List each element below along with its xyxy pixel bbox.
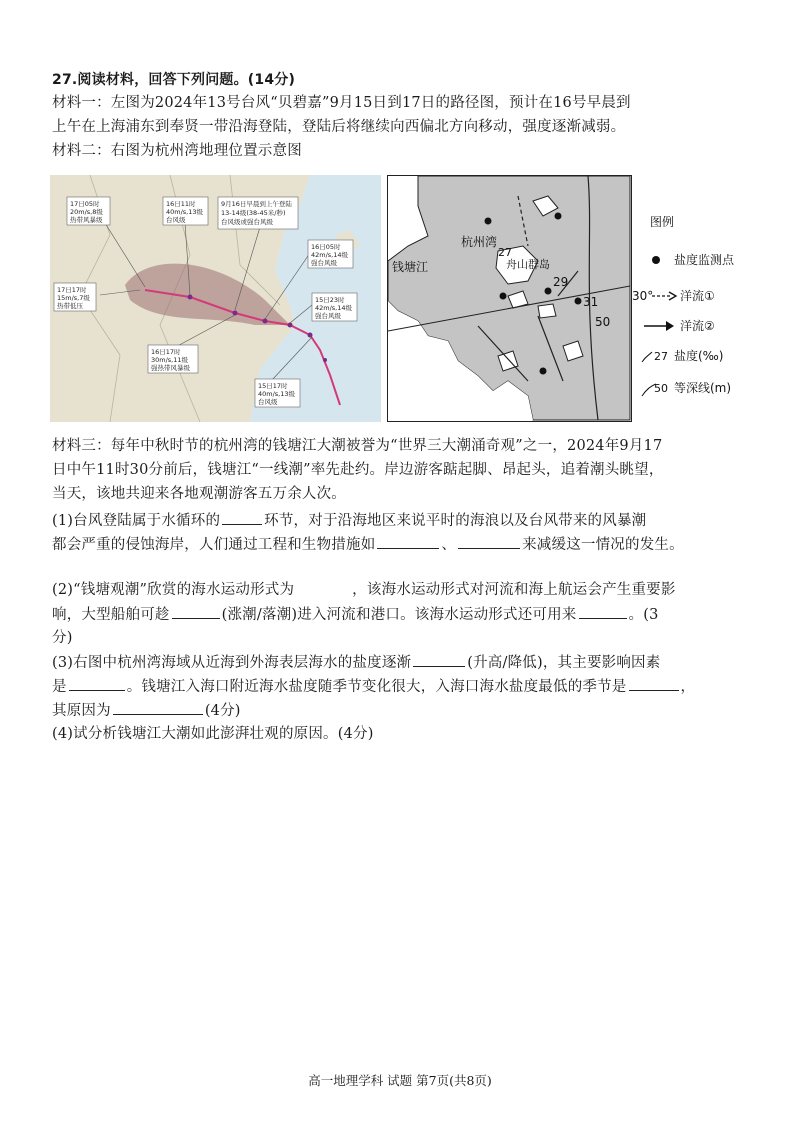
place-hangzhouwan: 杭州湾 xyxy=(461,235,498,249)
material-3-line-1: 材料三：每年中秋时节的杭州湾的钱塘江大潮被誉为“世界三大潮涌奇观”之一，2024年9月17 xyxy=(52,438,663,454)
q3-text-d: 。钱塘江入海口附近海水盐度随季节变化很大，入海口海水盐度最低的季节是 xyxy=(126,679,627,695)
material-1-line-1: 材料一：左图为2024年13号台风“贝碧嘉”9月15日到17日的路径图，预计在16号早晨到 xyxy=(52,95,631,111)
q2-text-d: (涨潮/落潮)进入河流和港口。该海水运动形式还可用来 xyxy=(221,607,577,623)
typhoon-label-8-speed: 40m/s,13级 xyxy=(258,390,296,398)
material-3-line-2: 日中午11时30分前后，钱塘江“一线潮”率先赴约。岸边游客踮起脚、昂起头，追着潮头眺望， xyxy=(52,462,664,478)
legend-latitude: 30° xyxy=(632,289,654,303)
material-1-line-2: 上午在上海浦东到奉贤一带沿海登陆，登陆后将继续向西偏北方向移动，强度逐渐减弱。 xyxy=(52,119,626,135)
q1-text-d: 、 xyxy=(441,537,457,553)
q3-blank-4[interactable] xyxy=(113,700,203,715)
salinity-label-31: 31 xyxy=(583,295,599,309)
question-1-line-1 xyxy=(52,510,646,531)
typhoon-label-7-level: 强热带风暴级 xyxy=(151,364,190,372)
q1-text-c: 都会严重的侵蚀海岸，人们通过工程和生物措施如 xyxy=(52,537,376,553)
q2-blank-2[interactable] xyxy=(172,604,220,619)
q3-blank-1[interactable] xyxy=(413,652,465,667)
question-2-line-2 xyxy=(52,604,659,625)
typhoon-label-2-speed: 40m/s,13级 xyxy=(166,208,204,216)
q3-text-e: ， xyxy=(680,679,696,695)
isobath-label-50: 50 xyxy=(595,315,611,329)
question-2-line-1 xyxy=(52,580,676,600)
typhoon-label-7-time: 16日17时 xyxy=(151,348,181,356)
place-zhoushan: 舟山群岛 xyxy=(506,258,550,271)
question-1-line-2 xyxy=(52,534,684,555)
typhoon-label-7-speed: 30m/s,11级 xyxy=(151,356,189,364)
legend-item-isobath: 等深线(m) xyxy=(674,381,732,395)
q3-text-f: 其原因为 xyxy=(52,703,111,719)
q2-text-a: (2)“钱塘观潮”欣赏的海水运动形式为 xyxy=(52,582,295,598)
legend-point-icon xyxy=(652,256,660,264)
typhoon-label-5-time: 17日17时 xyxy=(57,286,87,294)
typhoon-label-6-time: 15日23时 xyxy=(315,296,345,304)
question-4: (4)试分析钱塘江大潮如此澎湃壮观的原因。(4分) xyxy=(52,726,374,742)
typhoon-label-8-time: 15日17时 xyxy=(258,382,288,390)
q1-blank-3[interactable] xyxy=(458,534,520,549)
salinity-label-29: 29 xyxy=(553,275,569,289)
legend-item-current1: 洋流① xyxy=(680,289,715,303)
q3-text-b: (升高/降低)，其主要影响因素 xyxy=(467,655,661,671)
typhoon-label-1-speed: 20m/s,8级 xyxy=(70,208,103,216)
material-2: 材料二：右图为杭州湾地理位置示意图 xyxy=(52,143,302,159)
page-footer: 高一地理学科 试题 第7页(共8页) xyxy=(308,1073,492,1088)
question-3-line-2 xyxy=(52,676,695,697)
bay-map-svg xyxy=(388,176,630,420)
q3-text-c: 是 xyxy=(52,679,67,695)
q3-text-a: (3)右图中杭州湾海域从近海到外海表层海水的盐度逐渐 xyxy=(52,655,412,671)
typhoon-label-8-level: 台风级 xyxy=(258,398,278,406)
typhoon-label-3-level: 台风级或强台风级 xyxy=(221,218,273,226)
typhoon-label-5-speed: 15m/s,7级 xyxy=(57,294,90,302)
typhoon-map-svg xyxy=(50,175,381,422)
legend-salinity-sample: 27 xyxy=(654,350,668,363)
typhoon-track-map xyxy=(50,175,381,422)
typhoon-label-2-time: 16日11时 xyxy=(166,200,196,208)
typhoon-label-4-level: 强台风级 xyxy=(311,259,337,267)
legend-isobath-sample: 50 xyxy=(654,382,668,395)
map-legend xyxy=(632,210,766,420)
typhoon-label-4-time: 16日05时 xyxy=(311,243,341,251)
legend-item-monitoring: 盐度监测点 xyxy=(674,253,735,267)
hangzhou-bay-map xyxy=(387,175,632,422)
salinity-label-27: 27 xyxy=(498,246,512,259)
typhoon-label-6-level: 强台风级 xyxy=(315,312,341,320)
q2-blank-3[interactable] xyxy=(579,604,627,619)
q3-blank-2[interactable] xyxy=(69,676,125,691)
legend-item-salinity: 盐度(‰) xyxy=(674,349,724,363)
legend-item-current2: 洋流② xyxy=(680,319,715,333)
legend-title: 图例 xyxy=(650,215,675,229)
typhoon-label-1-time: 17日05时 xyxy=(70,200,100,208)
typhoon-label-3-time: 9月16日早晨到上午登陆 xyxy=(221,200,292,208)
question-title: 27.阅读材料，回答下列问题。(14分) xyxy=(52,72,296,88)
typhoon-label-6-speed: 42m/s,14级 xyxy=(315,304,353,312)
q2-text-b: ，该海水运动形式对河流和海上航运会产生重要影 xyxy=(352,582,676,598)
question-2-line-3: 分) xyxy=(52,630,73,646)
q1-text-b: 环节，对于沿海地区来说平时的海浪以及台风带来的风暴潮 xyxy=(264,513,647,529)
q2-text-c: 响，大型船舶可趁 xyxy=(52,607,170,623)
legend-svg xyxy=(632,210,766,420)
typhoon-label-2-level: 台风级 xyxy=(166,216,186,224)
q1-text-e: 来减缓这一情况的发生。 xyxy=(522,537,684,553)
material-3-line-3: 当天，该地共迎来各地观潮游客五万余人次。 xyxy=(52,486,346,502)
question-3-line-1 xyxy=(52,652,660,673)
q1-blank-2[interactable] xyxy=(377,534,439,549)
place-qiantang: 钱塘江 xyxy=(392,260,429,274)
q1-text-a: (1)台风登陆属于水循环的 xyxy=(52,513,221,529)
q1-blank-1[interactable] xyxy=(222,510,262,525)
typhoon-label-5-level: 热带低压 xyxy=(57,302,83,310)
question-3-line-3 xyxy=(52,700,241,721)
typhoon-label-4-speed: 42m/s,14级 xyxy=(311,251,349,259)
typhoon-label-1-level: 热带风暴级 xyxy=(70,216,103,224)
q2-text-e: 。(3 xyxy=(628,607,659,623)
q3-text-g: (4分) xyxy=(204,703,241,719)
typhoon-label-3-speed: 13-14级(38-45米/秒) xyxy=(221,209,286,217)
q3-blank-3[interactable] xyxy=(629,676,679,691)
